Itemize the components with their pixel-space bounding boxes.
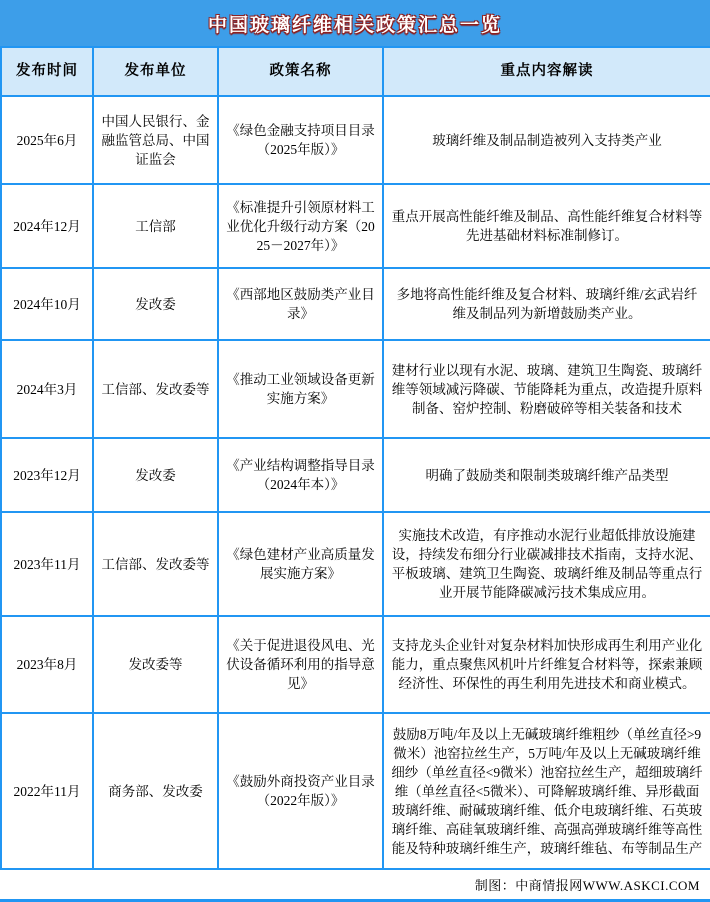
table-row	[1, 438, 710, 512]
col-header-policy: 政策名称	[218, 47, 383, 96]
cell-policy: 《关于促进退役风电、光伏设备循环利用的指导意见》	[218, 616, 383, 713]
col-header-agency: 发布单位	[93, 47, 218, 96]
footer	[0, 870, 710, 902]
cell-summary: 重点开展高性能纤维及制品、高性能纤维复合材料等先进基础材料标准制修订。	[383, 184, 710, 268]
cell-summary: 玻璃纤维及制品制造被列入支持类产业	[383, 96, 710, 184]
cell-agency: 发改委	[93, 438, 218, 512]
cell-policy: 《西部地区鼓励类产业目录》	[218, 268, 383, 340]
cell-time: 2023年11月	[1, 512, 93, 616]
cell-time: 2025年6月	[1, 96, 93, 184]
cell-agency: 发改委等	[93, 616, 218, 713]
cell-time: 2022年11月	[1, 713, 93, 869]
cell-time: 2024年12月	[1, 184, 93, 268]
cell-summary: 支持龙头企业针对复杂材料加快形成再生利用产业化能力，重点聚焦风机叶片纤维复合材料等，探索兼顾经济性、环保性的再生利用先进技术和商业模式。	[383, 616, 710, 713]
cell-agency: 发改委	[93, 268, 218, 340]
cell-time: 2023年12月	[1, 438, 93, 512]
col-header-time: 发布时间	[1, 47, 93, 96]
cell-agency: 中国人民银行、金融监管总局、中国证监会	[93, 96, 218, 184]
cell-summary: 明确了鼓励类和限制类玻璃纤维产品类型	[383, 438, 710, 512]
page-title: 中国玻璃纤维相关政策汇总一览	[207, 14, 502, 36]
cell-summary: 实施技术改造，有序推动水泥行业超低排放设施建设，持续发布细分行业碳减排技术指南，支持水泥、平板玻璃、建筑卫生陶瓷、玻璃纤维及制品等重点行业开展节能降碳减污技术集成应用。	[383, 512, 710, 616]
table-row	[1, 616, 710, 713]
cell-policy: 《推动工业领域设备更新实施方案》	[218, 340, 383, 438]
credit-text: 制图：中商情报网WWW.ASKCI.COM	[474, 878, 700, 893]
cell-agency: 工信部、发改委等	[93, 340, 218, 438]
col-header-summary: 重点内容解读	[383, 47, 710, 96]
table-row	[1, 340, 710, 438]
table-header-row	[1, 47, 710, 96]
cell-agency: 工信部、发改委等	[93, 512, 218, 616]
cell-time: 2023年8月	[1, 616, 93, 713]
cell-summary: 多地将高性能纤维及复合材料、玻璃纤维/玄武岩纤维及制品列为新增鼓励类产业。	[383, 268, 710, 340]
cell-policy: 《绿色建材产业高质量发展实施方案》	[218, 512, 383, 616]
cell-policy: 《鼓励外商投资产业目录（2022年版）》	[218, 713, 383, 869]
table-row	[1, 268, 710, 340]
policy-table	[0, 46, 710, 870]
cell-agency: 商务部、发改委	[93, 713, 218, 869]
table-row	[1, 184, 710, 268]
cell-summary: 鼓励8万吨/年及以上无碱玻璃纤维粗纱（单丝直径>9微米）池窑拉丝生产，5万吨/年及以上无碱玻璃纤维细纱（单丝直径<9微米）池窑拉丝生产，超细玻璃纤维（单丝直径<5微米）、可降解玻璃纤维、异形截面玻璃纤维、耐碱玻璃纤维、低介电玻璃纤维、石英玻璃纤维、高硅氧玻璃纤维、高强高弹玻璃纤维等高性能及特种玻璃纤维生产，玻璃纤维毡、布等制品生产	[383, 713, 710, 869]
table-row	[1, 512, 710, 616]
title-bar	[0, 0, 710, 46]
cell-agency: 工信部	[93, 184, 218, 268]
cell-policy: 《标准提升引领原材料工业优化升级行动方案（2025－2027年）》	[218, 184, 383, 268]
cell-summary: 建材行业以现有水泥、玻璃、建筑卫生陶瓷、玻璃纤维等领域减污降碳、节能降耗为重点，改造提升原料制备、窑炉控制、粉磨破碎等相关装备和技术	[383, 340, 710, 438]
cell-time: 2024年10月	[1, 268, 93, 340]
table-row	[1, 713, 710, 869]
cell-time: 2024年3月	[1, 340, 93, 438]
table-row	[1, 96, 710, 184]
cell-policy: 《产业结构调整指导目录（2024年本）》	[218, 438, 383, 512]
cell-policy: 《绿色金融支持项目目录（2025年版）》	[218, 96, 383, 184]
